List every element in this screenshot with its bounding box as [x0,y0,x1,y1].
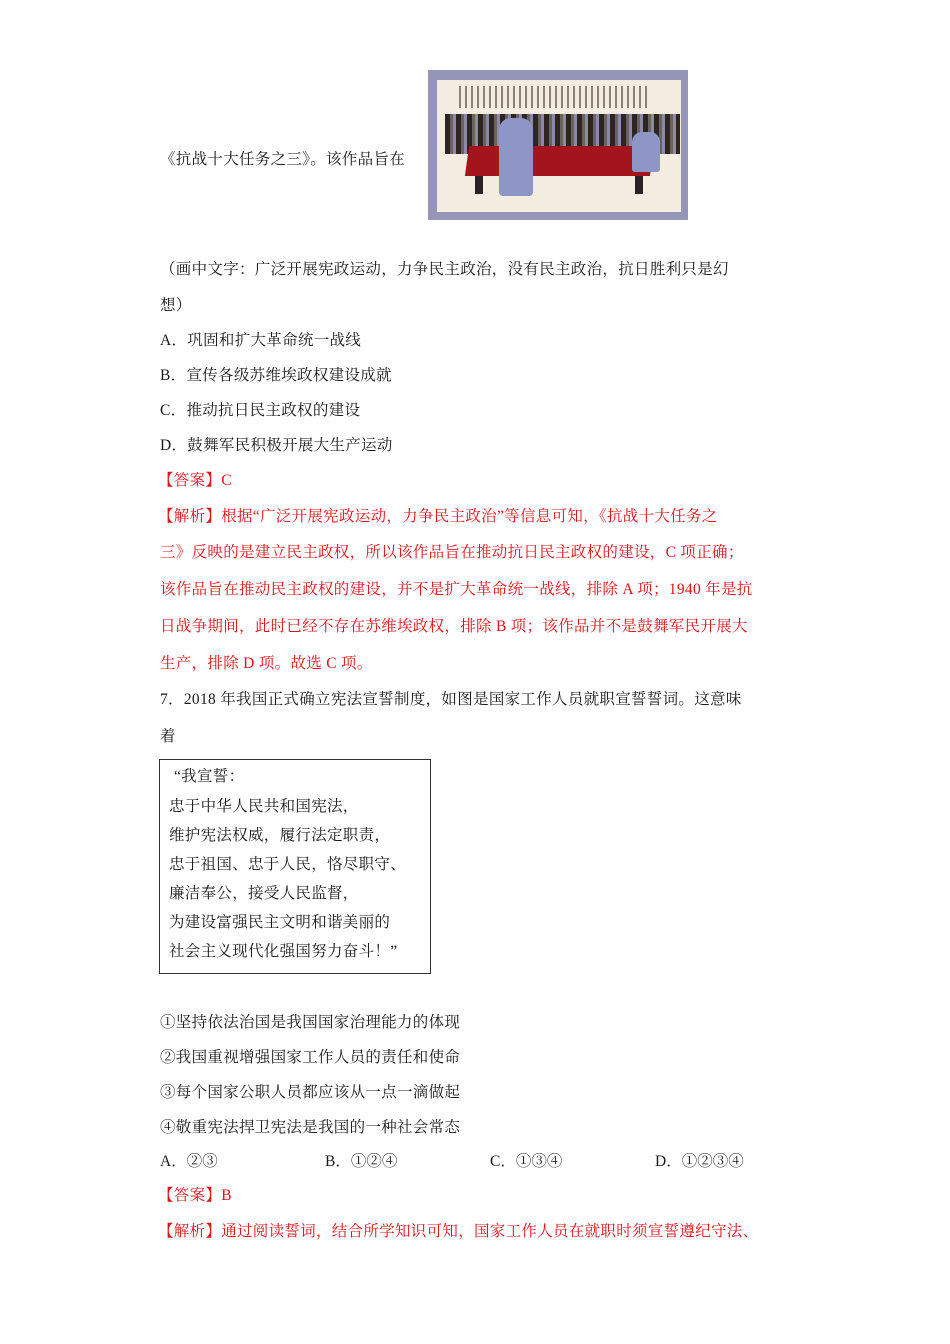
q7-statement-2: ②我国重视增强国家工作人员的责任和使命 [160,1049,461,1066]
q6-analysis-line-5: 生产，排除 D 项。故选 C 项。 [160,655,373,672]
q6-option-c: C．推动抗日民主政权的建设 [160,402,361,419]
oath-line-4: 忠于祖国、忠于人民，恪尽职守、 [169,856,407,873]
q6-option-d: D．鼓舞军民积极开展大生产运动 [160,437,393,454]
woodcut-painting-image [428,70,688,220]
painting-standing-figure [499,118,533,196]
q6-stem-line: 《抗战十大任务之三》。该作品旨在 [160,151,406,168]
q6-caption-line-1: （画中文字：广泛开展宪政运动，力争民主政治，没有民主政治，抗日胜利只是幻 [160,261,729,278]
oath-line-2: 忠于中华人民共和国宪法， [169,798,359,815]
q6-analysis-line-2: 三》反映的是建立民主政权，所以该作品旨在推动抗日民主政权的建设，C 项正确； [160,544,744,561]
painting-seated-figure [632,132,660,172]
q6-analysis-line-4: 日战争期间，此时已经不存在苏维埃政权，排除 B 项；该作品并不是鼓舞军民开展大 [160,618,748,635]
oath-line-7: 社会主义现代化强国努力奋斗！” [169,943,398,960]
q7-statement-4: ④敬重宪法捍卫宪法是我国的一种社会常态 [160,1119,461,1136]
q7-option-b: B．①②④ [325,1153,398,1170]
painting-paper [437,80,681,212]
q7-statement-1: ①坚持依法治国是我国国家治理能力的体现 [160,1014,461,1031]
painting-red-table [465,146,654,176]
q7-answer: 【答案】B [158,1187,232,1204]
q6-analysis-line-1: 【解析】根据“广泛开展宪政运动，力争民主政治”等信息可知，《抗战十大任务之 [158,508,718,525]
q7-stem-line-2: 着 [160,728,176,745]
q7-statement-3: ③每个国家公职人员都应该从一点一滴做起 [160,1084,461,1101]
q7-analysis-line-1: 【解析】通过阅读誓词，结合所学知识可知，国家工作人员在就职时须宣誓遵纪守法、 [158,1223,759,1240]
oath-line-1: “我宣誓： [174,768,245,785]
q6-analysis-line-3: 该作品旨在推动民主政权的建设，并不是扩大革命统一战线，排除 A 项；1940 年是抗 [160,581,753,598]
q6-option-b: B．宣传各级苏维埃政权建设成就 [160,367,392,384]
q6-caption-line-2: 想） [160,297,192,314]
oath-line-6: 为建设富强民主文明和谐美丽的 [169,914,391,931]
q6-answer: 【答案】C [158,472,232,489]
painting-table-legs [467,176,652,194]
painting-calligraphy [459,86,649,108]
oath-line-5: 廉洁奉公，接受人民监督， [169,885,359,902]
q7-stem-line-1: 7．2018 年我国正式确立宪法宣誓制度，如图是国家工作人员就职宣誓誓词。这意味 [160,691,742,708]
oath-line-3: 维护宪法权威，履行法定职责， [169,827,391,844]
q6-option-a: A．巩固和扩大革命统一战线 [160,332,362,349]
oath-quote-box [159,759,431,974]
q7-option-d: D．①②③④ [655,1153,744,1170]
q7-option-c: C．①③④ [490,1153,563,1170]
q7-option-a: A．②③ [160,1153,218,1170]
